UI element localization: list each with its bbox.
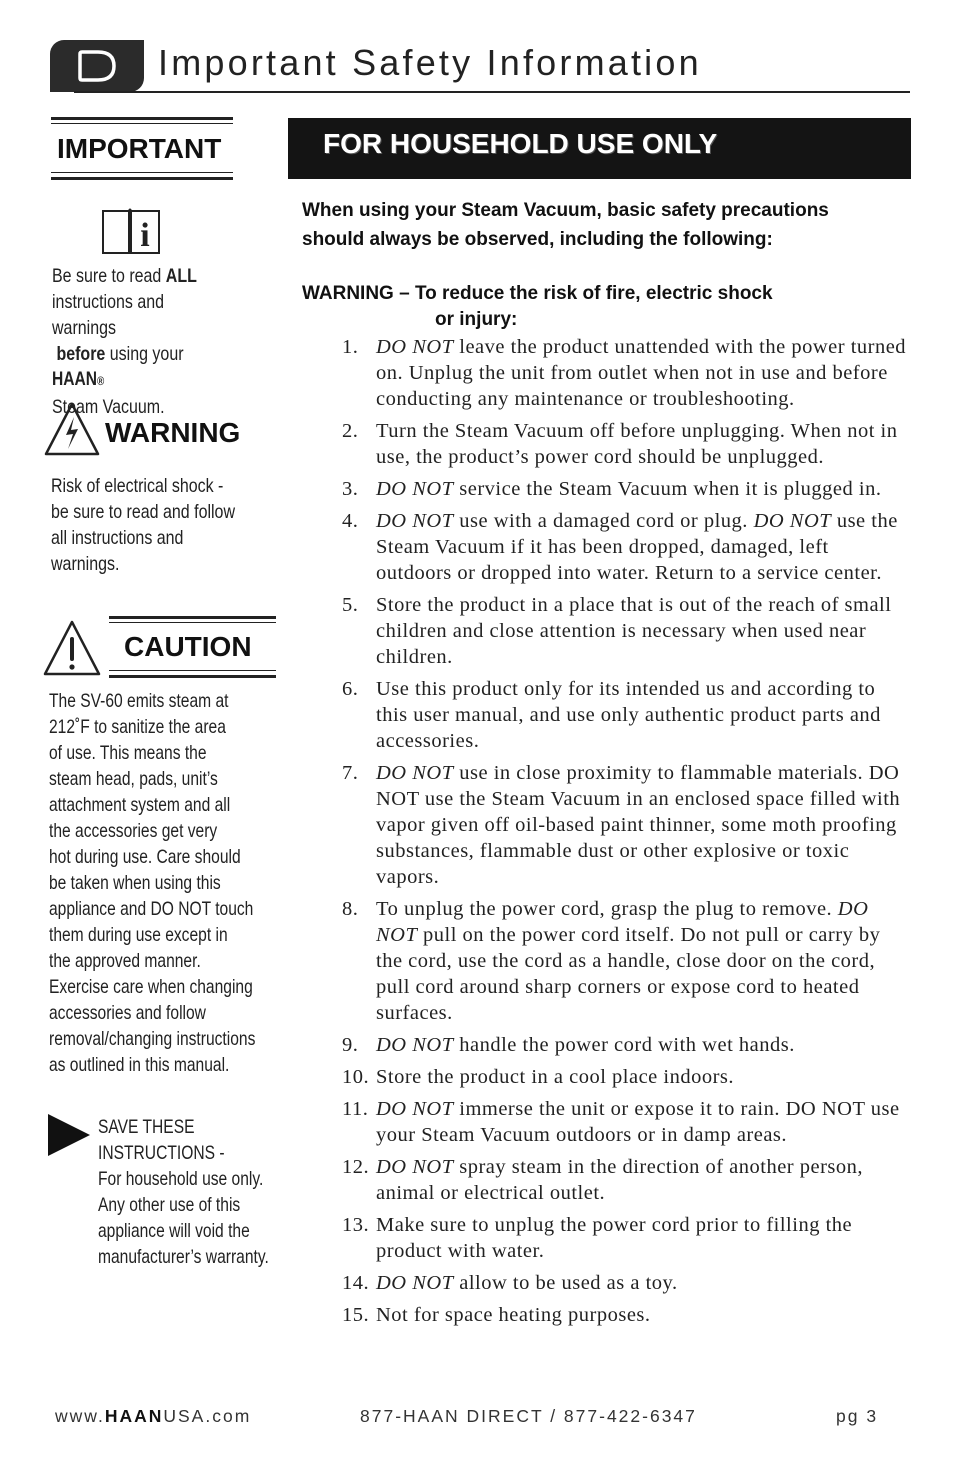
important-rule-top [51, 117, 233, 120]
rule-item: 2. Turn the Steam Vacuum off before unplugging. When not in use, the product’s power cord should be unplugged. [342, 420, 898, 468]
rule-item: 15. Not for space heating purposes. [342, 1304, 651, 1326]
info-book-icon [101, 207, 161, 257]
caution-rule-bottom [109, 675, 276, 678]
important-rule-bottom-thin [51, 172, 233, 173]
save-instructions-text: SAVE THESE INSTRUCTIONS - For household use only. Any other use of this appliance will void the manufacturer’s warranty. [98, 1116, 269, 1268]
warning-heading: WARNING [105, 417, 241, 448]
rule-item: 7. DO NOT use in close proximity to flammable materials. DO NOT use the Steam Vacuum in an enclosed space filled with vapor given off oil-based paint thinner, some moth proofing substances, flammable dust or other explosive or toxic vapors. [342, 762, 901, 888]
rule-item: 6. Use this product only for its intended us and according to this user manual, and use only authentic product parts and accessories. [342, 678, 881, 752]
important-heading: IMPORTANT [57, 133, 222, 164]
rule-item: 14. DO NOT allow to be used as a toy. [342, 1272, 678, 1294]
footer-website: www.HAANUSA.com [55, 1406, 252, 1426]
rule-item: 4. DO NOT use with a damaged cord or plug. DO NOT use the Steam Vacuum if it has been dropped, damaged, left outdoors or dropped into water. Return to a service center. [342, 510, 898, 584]
footer-page-number: pg 3 [836, 1406, 879, 1426]
rule-item: 11. DO NOT immerse the unit or expose it to rain. DO NOT use your Steam Vacuum outdoors or in damp areas. [342, 1098, 900, 1146]
footer-phone: 877-HAAN DIRECT / 877-422-6347 [360, 1406, 697, 1426]
page-title: Important Safety Information [158, 42, 702, 83]
rule-item: 13. Make sure to unplug the power cord prior to filling the product with water. [342, 1214, 853, 1262]
important-text: Be sure to read ALL instructions and warnings before using your HAAN® Steam Vacuum. [52, 265, 197, 418]
caution-heading: CAUTION [124, 631, 252, 662]
logo-badge [50, 40, 144, 92]
caution-text: The SV-60 emits steam at 212˚F to sanitize the area of use. This means the steam head, pads, unit’s attachment system and all the accessories get very hot during use. Care should be taken when using this appliance and DO NOT touch them during use except in the approved manner. Exercise care when changing accessories and follow removal/changing instructions as outlined in this manual. [49, 690, 256, 1076]
rule-item: 12. DO NOT spray steam in the direction of another person, animal or electrical outlet. [342, 1156, 864, 1204]
important-rule-bottom [51, 177, 233, 180]
warning-text: Risk of electrical shock - be sure to read and follow all instructions and warnings. [51, 475, 236, 575]
electrical-hazard-icon [44, 401, 100, 457]
caution-rule-top [109, 616, 276, 619]
intro-text: When using your Steam Vacuum, basic safety precautions should always be observed, including the following: [302, 200, 829, 250]
rule-item: 10. Store the product in a cool place indoors. [342, 1066, 735, 1088]
arrow-pointer-icon [46, 1112, 92, 1158]
haan-d-logo-icon [76, 48, 118, 84]
svg-text:i: i [140, 217, 150, 254]
household-banner-label: FOR HOUSEHOLD USE ONLY [323, 128, 718, 159]
header-divider [74, 91, 910, 93]
important-rule-top-thin [51, 123, 233, 124]
caution-rule-bottom-thin [109, 670, 276, 671]
rule-item: 5. Store the product in a place that is out of the reach of small children and close attention is necessary when used near children. [342, 594, 892, 668]
brand-name: HAAN [52, 369, 98, 390]
rule-item: 1. DO NOT leave the product unattended with the power turned on. Unplug the unit from outlet when not in use and before conducting any maintenance or troubleshooting. [342, 336, 907, 410]
rule-item: 8. To unplug the power cord, grasp the plug to remove. DO NOT pull on the power cord itself. Do not pull or carry by the cord, use the cord as a handle, close door on the cord, pull cord around sharp corners or expose cord to heated surfaces. [342, 898, 881, 1024]
caution-rule-top-thin [109, 622, 276, 623]
exclamation-triangle-icon [43, 619, 101, 677]
warning-statement: WARNING – To reduce the risk of fire, electric shock or injury: [302, 283, 773, 330]
safety-rules-list [342, 334, 908, 1334]
rule-item: 3. DO NOT service the Steam Vacuum when it is plugged in. [342, 478, 882, 500]
rule-item: 9. DO NOT handle the power cord with wet hands. [342, 1034, 795, 1056]
